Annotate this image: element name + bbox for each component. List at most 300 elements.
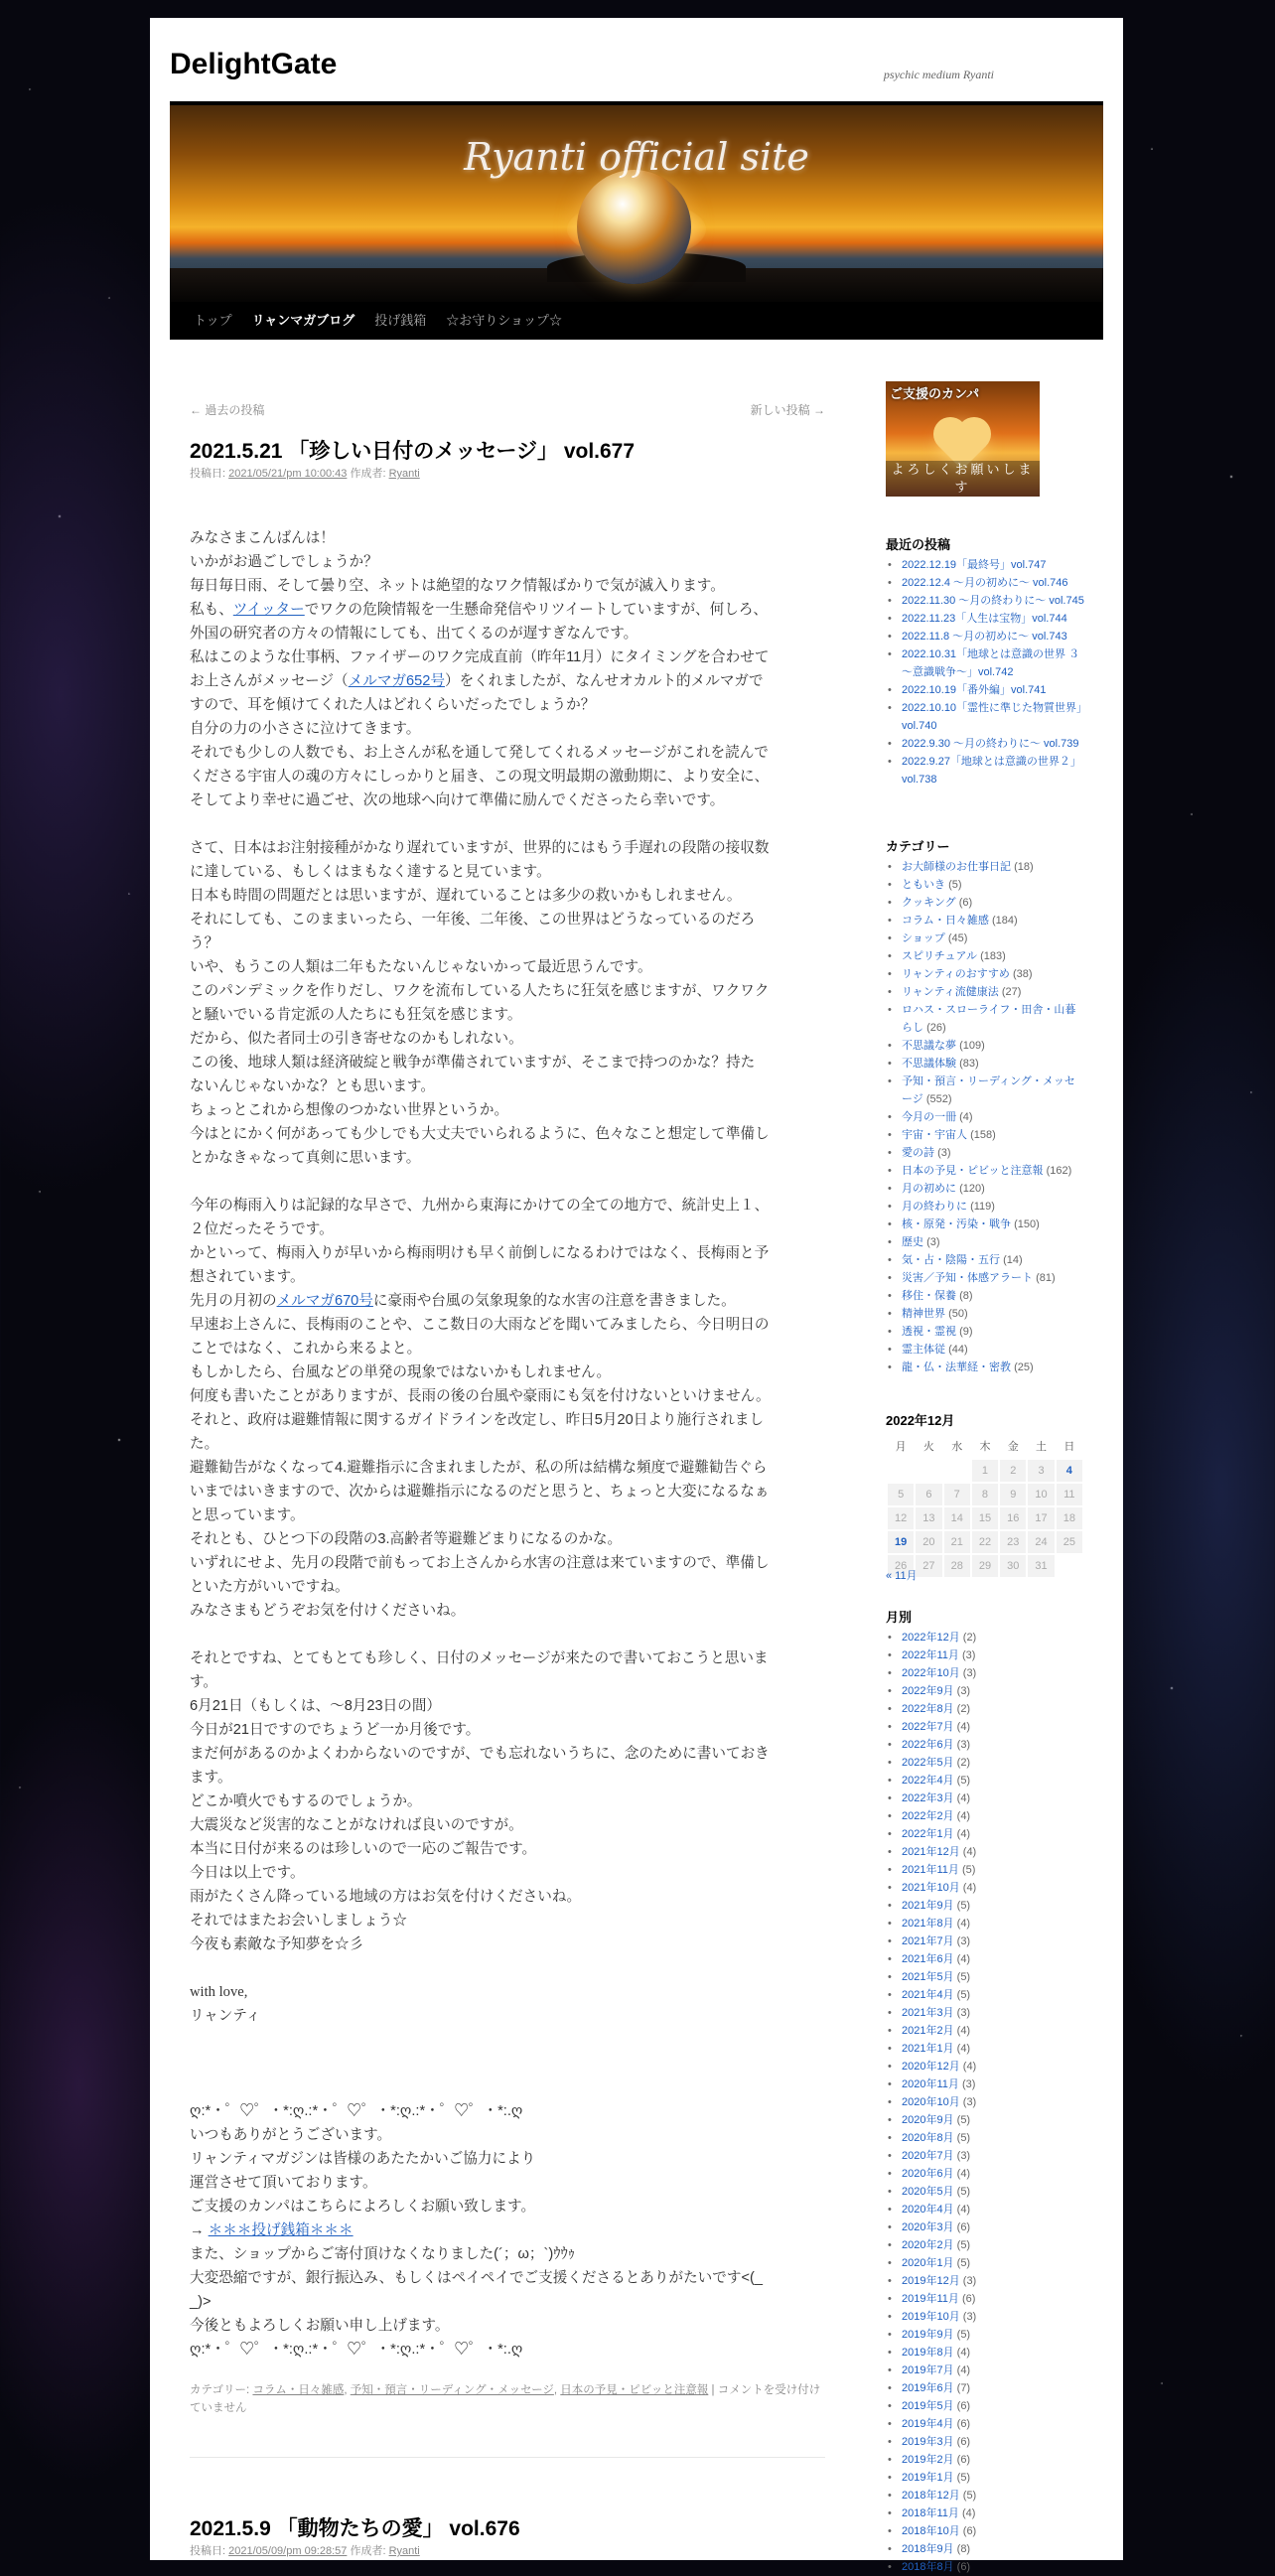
archive-link[interactable]: 2022年9月 [902,1685,954,1697]
archive-link[interactable]: 2021年7月 [902,1935,954,1947]
category-count: (552) [925,1093,952,1105]
recent-post-link[interactable]: 2022.12.19「最終号」vol.747 [902,559,1047,571]
text-fragment: に豪雨や台風の気象現象的な水害の注意を書きました。 [372,1293,736,1309]
list-item [886,2522,1084,2540]
list-item [886,1198,1084,1216]
category-count: (5) [948,879,962,891]
calendar-week [887,1506,1083,1530]
archive-link[interactable]: 2021年11月 [902,1864,959,1876]
archive-link[interactable]: 2019年7月 [902,2364,954,2376]
archive-link[interactable]: 2021年2月 [902,2025,954,2037]
archive-count: (4) [956,2043,971,2055]
text-line: に達している、もしくはまもなく達すると見ています。 [190,864,551,880]
category-link[interactable]: 霊主体従 [902,1344,945,1356]
archive-link[interactable]: 2019年4月 [902,2418,954,2430]
list-item [886,1073,1084,1108]
post-date-link[interactable]: 2021/05/09/pm 09:28:57 [228,2545,348,2557]
archive-link[interactable]: 2020年7月 [902,2150,954,2162]
archive-link[interactable]: 2022年11月 [902,1649,959,1661]
text-line: いつもありがとうございます。 [190,2127,392,2143]
text-line: 私はこのような仕事柄、ファイザーのワク完成直前（昨年11月）にタイミングを合わせて [190,649,770,665]
text-line: 外国の研究者の方々の情報にしても、出てくるのが遅すぎなんです。 [190,626,638,642]
category-link[interactable]: コラム・日々雑感 [902,915,989,927]
calendar-day: 26 [887,1554,915,1578]
category-link[interactable]: 歴史 [902,1236,923,1248]
post-body [190,526,825,2361]
list-item [886,912,1084,930]
list-item [886,1037,1084,1055]
list-item [886,1897,1084,1915]
arrow-icon: → [190,2222,209,2238]
calendar-day: 30 [999,1554,1027,1578]
calendar-day: 31 [1027,1554,1055,1578]
text-line: と思っています。 [190,1507,305,1523]
category-link[interactable]: ともいき [902,879,945,891]
list-item [886,1825,1084,1843]
paragraph-gap [190,1170,825,1194]
list-item [886,1915,1084,1932]
calendar-day: 5 [887,1483,915,1506]
archives-title: 月別 [886,1610,913,1625]
category-link[interactable]: クッキング [902,897,956,909]
list-item [886,2254,1084,2272]
text-line: _)> [190,2294,212,2310]
recent-post-link[interactable]: 2022.11.8 ～月の初めに～ vol.743 [902,631,1067,643]
text-line: それでも少しの人数でも、お上さんが私を通して発してくれるメッセージがこれを読んで [190,745,769,761]
list-item [886,1879,1084,1897]
meta-label: 投稿日: [190,2545,229,2557]
archive-count: (3) [956,1739,971,1751]
archive-link[interactable]: 2020年5月 [902,2186,954,2198]
text-line: いや、もうこの人類は二年もたないんじゃないかって最近思うんです。 [190,959,652,975]
archive-link[interactable]: 2022年3月 [902,1792,954,1804]
calendar-week [887,1483,1083,1506]
text-line: もしかしたら、台風などの単発の現象ではないかもしれません。 [190,1364,612,1380]
category-link[interactable]: 予知・預言・リーディング・メッセージ [902,1075,1075,1105]
archive-link[interactable]: 2018年11月 [902,2507,959,2519]
archive-link[interactable]: 2022年4月 [902,1775,954,1787]
list-item [886,2540,1084,2558]
recent-post-link[interactable]: 2022.9.30 ～月の終わりに～ vol.739 [902,738,1079,750]
text-line: それとですね、とてもとても珍しく、日付のメッセージが来たので書いておこうと思いま [190,1650,769,1666]
archive-link[interactable]: 2021年5月 [902,1971,954,1983]
recent-post-link[interactable]: 2022.10.31「地球とは意識の世界 ３～意識戦争～」vol.742 [902,648,1080,678]
text-line: 今夜も素敵な予知夢を☆彡 [190,1936,364,1952]
list-item [886,876,1084,894]
category-count: (3) [937,1147,951,1159]
calendar-day: 11 [1056,1483,1083,1506]
list-item [886,1001,1084,1037]
archive-link[interactable]: 2019年9月 [902,2329,954,2341]
archive-link[interactable]: 2019年12月 [902,2275,960,2287]
category-link[interactable]: 不思議体験 [902,1058,956,1070]
text-line: この後、地球人類は経済破綻と戦争が準備されていますが、そこまで持つのかな？持た [190,1055,756,1071]
category-count: (81) [1036,1272,1056,1284]
list-item [886,1754,1084,1772]
list-item [886,2218,1084,2236]
text-line: 今後ともよろしくお願い申し上げます。 [190,2318,450,2334]
category-link[interactable]: ロハス・スローライフ・田舎・山暮らし [902,1004,1076,1034]
archive-count: (6) [961,2293,976,2305]
site-description: psychic medium Ryanti [883,68,994,81]
archive-link[interactable]: 2020年2月 [902,2239,954,2251]
archive-link[interactable]: 2022年12月 [902,1632,960,1644]
list-item [886,1323,1084,1341]
recent-post-link[interactable]: 2022.11.30 ～月の終わりに～ vol.745 [902,595,1084,607]
category-count: (45) [947,932,968,944]
category-link[interactable]: ショップ [902,932,945,944]
archive-link[interactable]: 2018年9月 [902,2543,954,2555]
list-item [886,1305,1084,1323]
archive-link[interactable]: 2019年8月 [902,2347,954,2359]
category-count: (18) [1014,861,1034,873]
archive-count: (6) [956,2418,971,2430]
archive-count: (2) [956,1703,971,1715]
text-fragment: でワクの危険情報を一生懸命発信やリツイートしていますが、何しろ、 [304,602,769,618]
archive-count: (3) [956,1935,971,1947]
archive-link[interactable]: 2022年7月 [902,1721,954,1733]
twitter-link[interactable]: ツイッター [232,602,305,618]
archive-link[interactable]: 2020年8月 [902,2132,954,2144]
category-link[interactable]: 日本の予見・ピビッと注意報 [902,1165,1044,1177]
calendar-day: 3 [1027,1459,1055,1483]
list-item [886,2433,1084,2451]
archive-count: (4) [962,1846,977,1858]
archive-count: (5) [956,1900,971,1912]
list-item [886,699,1084,735]
text-line: 避難勧告がなくなって4.避難指示に含まれましたが、私の所は結構な頻度で避難勧告ぐら [190,1460,768,1476]
calendar-weekday: 金 [1007,1441,1019,1453]
calendar [886,1436,1084,1579]
archive-link[interactable]: 2019年1月 [902,2472,954,2484]
archive-link[interactable]: 2022年6月 [902,1739,954,1751]
text-line: 雨がたくさん降っている地域の方はお気を付けくださいね。 [190,1889,582,1905]
archive-count: (5) [956,2329,971,2341]
category-link[interactable]: リャンティのおすすめ [902,968,1010,980]
text-line: 早速お上さんに、長梅雨のことや、ここ数日の大雨などを聞いてみましたら、今日明日の [190,1317,770,1333]
calendar-day: 12 [887,1506,915,1530]
list-item [886,1359,1084,1376]
list-item [886,2415,1084,2433]
category-link[interactable]: 愛の詩 [902,1147,934,1159]
category-link[interactable]: 予知・預言・リーディング・メッセージ [350,2384,554,2396]
text-fragment: 先月の月初の [190,1293,277,1309]
archive-link[interactable]: 2022年10月 [902,1667,960,1679]
calendar-day: 16 [999,1506,1027,1530]
list-item [886,1144,1084,1162]
category-link[interactable]: コラム・日々雑感 [252,2384,345,2396]
list-item [886,1233,1084,1251]
category-count: (150) [1014,1218,1040,1230]
recent-post-link[interactable]: 2022.10.10「霊性に準じた物質世界」vol.740 [902,702,1082,732]
donation-banner[interactable] [886,381,1040,497]
archive-link[interactable]: 2022年5月 [902,1757,954,1769]
text-line: それにしても、このままいったら、一年後、二年後、この世界はどうなっているのだろ [190,912,756,928]
calendar-weekdays [887,1436,1083,1459]
calendar-weekday: 日 [1063,1441,1075,1453]
list-item [886,1861,1084,1879]
category-count: (120) [959,1183,985,1195]
list-item [886,2075,1084,2093]
text-line: 今年の梅雨入りは記録的な早さで、九州から東海にかけての全ての地方で、統計史上１、 [190,1198,770,1214]
archive-link[interactable]: 2020年4月 [902,2204,954,2216]
paragraph-gap [190,1956,825,1980]
calendar-day [887,1459,915,1483]
archive-link[interactable]: 2020年3月 [902,2221,954,2233]
list-item [886,628,1084,645]
category-count: (25) [1014,1361,1034,1373]
archive-link[interactable]: 2021年4月 [902,1989,954,2001]
category-count: (8) [959,1290,973,1302]
archive-count: (6) [956,2454,971,2466]
archive-link[interactable]: 2020年11月 [902,2078,959,2090]
newsletter-652-link[interactable]: メルマガ652号 [348,673,445,689]
text-line: ちょっとこれから想像のつかない世界というか。 [190,1102,509,1118]
calendar-weekday: 火 [922,1441,934,1453]
page-wrapper [150,18,1123,2573]
text-line: みなさまこんばんは！ [190,530,335,546]
recent-post-link[interactable]: 2022.10.19「番外編」vol.741 [902,684,1047,696]
archive-link[interactable]: 2021年6月 [902,1953,954,1965]
calendar-weekday: 土 [1036,1441,1048,1453]
calendar-day: 15 [971,1506,999,1530]
archive-count: (8) [956,2543,971,2555]
archive-link[interactable]: 2020年9月 [902,2114,954,2126]
category-link[interactable]: 不思議な夢 [902,1040,956,1052]
category-link[interactable]: 災害／予知・体感アラート [902,1272,1033,1284]
archive-link[interactable]: 2019年3月 [902,2436,954,2448]
archive-count: (3) [956,2007,971,2019]
text-line: す。 [190,1674,218,1690]
list-item [886,2558,1084,2576]
category-count: (50) [948,1308,968,1320]
archive-link[interactable]: 2021年1月 [902,2043,954,2055]
menu-item-donation-box[interactable]: 投げ銭箱 [374,313,427,328]
list-item [886,610,1084,628]
archive-count: (3) [962,2311,977,2323]
author-link[interactable]: Ryanti [388,468,420,480]
list-item [886,1287,1084,1305]
archive-link[interactable]: 2021年3月 [902,2007,954,2019]
list-item [886,2469,1084,2487]
list-item [886,2272,1084,2290]
menu-item-blog[interactable]: リャンマガブログ [251,313,355,328]
calendar-weekday: 木 [979,1441,991,1453]
author-link[interactable]: Ryanti [388,2545,420,2557]
text-line: さて、日本はお注射接種がかなり遅れていますが、世界的にはもう手遅れの段階の接収数 [190,840,770,856]
text-line: すので、耳を傾けてくれた人はどれくらいだったでしょうか？ [190,697,596,713]
list-item [886,2165,1084,2183]
category-count: (14) [1003,1254,1023,1266]
category-link[interactable]: 宇宙・宇宙人 [902,1129,967,1141]
category-label: カテゴリー: [190,2384,253,2396]
next-post-meta [190,2542,420,2558]
list-item [886,735,1084,753]
archive-link[interactable]: 2018年12月 [902,2490,960,2502]
category-link[interactable]: スピリチュアル [902,950,978,962]
next-post-title[interactable]: 2021.5.9 「動物たちの愛」 vol.676 [190,2517,520,2540]
archives-list [886,1629,1084,2576]
previous-post-link[interactable]: ← 過去の投稿 [190,403,265,417]
category-link[interactable]: 月の初めに [902,1183,956,1195]
list-item [886,2326,1084,2344]
category-link[interactable]: 核・原発・汚染・戦争 [902,1218,1011,1230]
archive-link[interactable]: 2022年8月 [902,1703,954,1715]
banner-title: Ryanti official site [464,135,809,179]
category-link[interactable]: 気・占・陰陽・五行 [902,1254,1000,1266]
paragraph-gap [190,1623,825,1646]
archive-link[interactable]: 2020年10月 [902,2096,960,2108]
list-item [886,2379,1084,2397]
list-item [886,2183,1084,2201]
recent-post-link[interactable]: 2022.9.27「地球とは意識の世界２」vol.738 [902,756,1081,786]
calendar-day: 21 [943,1530,971,1554]
list-item [886,1162,1084,1180]
recent-post-link[interactable]: 2022.12.4 ～月の初めに～ vol.746 [902,577,1068,589]
list-item [886,2487,1084,2504]
calendar-day: 18 [1056,1506,1083,1530]
list-item [886,1932,1084,1950]
archive-link[interactable]: 2021年10月 [902,1882,960,1894]
category-link[interactable]: 透視・霊視 [902,1326,956,1338]
calendar-day-link[interactable]: 4 [1056,1459,1083,1483]
archive-count: (6) [956,2436,971,2448]
text-line: ないんじゃないかな？とも思います。 [190,1078,435,1094]
archive-link[interactable]: 2019年6月 [902,2382,954,2394]
next-post-link[interactable]: 新しい投稿 → [750,403,825,417]
meta-label: 投稿日: [190,468,229,480]
calendar-day: 13 [915,1506,942,1530]
text-line [190,598,825,622]
text-line: ご支援のカンパはこちらによろしくお願い致します。 [190,2199,536,2215]
list-item [886,1843,1084,1861]
archive-count: (5) [956,2472,971,2484]
list-item [886,574,1084,592]
archive-count: (5) [956,1971,971,1983]
calendar-day [915,1459,942,1483]
list-item [886,1108,1084,1126]
text-line: 今日は以上です。 [190,1865,305,1881]
list-item [886,1807,1084,1825]
archive-link[interactable]: 2021年12月 [902,1846,960,1858]
archive-link[interactable]: 2020年6月 [902,2168,954,2180]
text-line: う？ [190,935,219,951]
comments-closed-note: | コメントを受け付けていません [190,2384,821,2414]
text-line: た。 [190,1436,219,1452]
category-link[interactable]: 精神世界 [902,1308,945,1320]
newsletter-670-link[interactable]: メルマガ670号 [276,1293,373,1309]
signature-name: リャンティ [190,2008,261,2024]
archive-count: (5) [956,2257,971,2269]
post-meta [190,465,420,481]
calendar-day: 23 [999,1530,1027,1554]
archive-link[interactable]: 2022年1月 [902,1828,954,1840]
archive-link[interactable]: 2021年8月 [902,1918,954,1930]
text-line: 運営させて頂いております。 [190,2175,377,2191]
recent-posts-list [886,556,1084,788]
archive-link[interactable]: 2022年2月 [902,1810,954,1822]
list-item [886,2451,1084,2469]
category-link[interactable]: 月の終わりに [902,1201,967,1213]
calendar-weekday: 水 [951,1441,963,1453]
archive-link[interactable]: 2020年12月 [902,2061,960,2073]
post-title[interactable]: 2021.5.21 「珍しい日付のメッセージ」 vol.677 [190,440,636,463]
calendar-day: 27 [915,1554,942,1578]
text-line: どこか噴火でもするのでしょうか。 [190,1793,422,1809]
archive-count: (3) [961,1649,976,1661]
archive-link[interactable]: 2018年10月 [902,2525,960,2537]
text-line: また、ショップからご寄付頂けなくなりました(´；ω；`)ｳｳｩ [190,2246,576,2262]
list-item [886,2504,1084,2522]
text-line [190,669,825,693]
list-item [886,965,1084,983]
calendar-day: 1 [971,1459,999,1483]
menu-item-top[interactable]: トップ [194,313,232,328]
category-count: (119) [970,1201,995,1213]
text-fragment: ）をくれましたが、なんせオカルト的メルマガで [444,673,764,689]
post-categories: カテゴリー: コラム・日々雑感, 予知・預言・リーディング・メッセージ, 日本の予見・ピビッと注意報 | コメントを受け付けていません [190,2384,821,2414]
text-line: くださる宇宙人の魂の方々にしっかりと届き、この現文明最期の激動期に、より安全に、 [190,769,770,785]
main-menu [170,302,1103,340]
calendar-day: 25 [1056,1530,1083,1554]
archive-count: (6) [962,2525,977,2537]
list-item [886,2022,1084,2040]
site-title[interactable]: DelightGate [170,48,338,80]
donation-box-link[interactable]: ＊＊＊投げ銭箱＊＊＊ [208,2222,354,2238]
list-item [886,1269,1084,1287]
category-link[interactable]: 日本の予見・ピビッと注意報 [560,2384,709,2396]
calendar-day: 24 [1027,1530,1055,1554]
list-item [886,1789,1084,1807]
text-line: ます。 [190,1770,232,1786]
archive-count: (2) [956,1757,971,1769]
archive-link[interactable]: 2020年1月 [902,2257,954,2269]
category-count: (109) [959,1040,985,1052]
archive-link[interactable]: 2018年8月 [902,2561,954,2573]
archive-count: (4) [956,1810,971,1822]
calendar-day-link[interactable]: 19 [887,1530,915,1554]
calendar-previous-month-link[interactable]: « 11月 [886,1570,918,1582]
list-item [886,947,1084,965]
category-link[interactable]: 移住・保養 [902,1290,956,1302]
archive-count: (4) [956,2025,971,2037]
archive-count: (4) [956,1918,971,1930]
archive-link[interactable]: 2019年11月 [902,2293,959,2305]
category-link[interactable]: リャンティ流健康法 [902,986,999,998]
text-fragment: お上さんがメッセージ（ [190,673,349,689]
archive-link[interactable]: 2019年2月 [902,2454,954,2466]
text-line: だから、似た者同士の引き寄せなのかもしれない。 [190,1031,523,1047]
archive-link[interactable]: 2019年5月 [902,2400,954,2412]
text-line [190,2218,825,2242]
category-link[interactable]: 今月の一冊 [902,1111,956,1123]
category-link[interactable]: 龍・仏・法華経・密教 [902,1361,1011,1373]
archive-count: (5) [962,2490,977,2502]
categories-list [886,858,1084,1376]
archive-link[interactable]: 2021年9月 [902,1900,954,1912]
category-link[interactable]: お大師様のお仕事日記 [902,861,1011,873]
post-date-link[interactable]: 2021/05/21/pm 10:00:43 [228,468,348,480]
text-line: いずれにせよ、先月の段階で前もってお上さんから水害の注意は来ていますので、準備し [190,1555,770,1571]
archive-link[interactable]: 2019年10月 [902,2311,960,2323]
calendar-title: 2022年12月 [886,1413,955,1428]
text-line: かといって、梅雨入りが早いから梅雨明けも早く前倒しになるわけではなく、長梅雨と予 [190,1245,770,1261]
calendar-day: 17 [1027,1506,1055,1530]
menu-item-shop[interactable]: ☆お守りショップ☆ [446,313,563,328]
text-fragment: 私も、 [190,602,233,618]
archive-count: (4) [962,1882,977,1894]
recent-post-link[interactable]: 2022.11.23「人生は宝物」vol.744 [902,613,1067,625]
